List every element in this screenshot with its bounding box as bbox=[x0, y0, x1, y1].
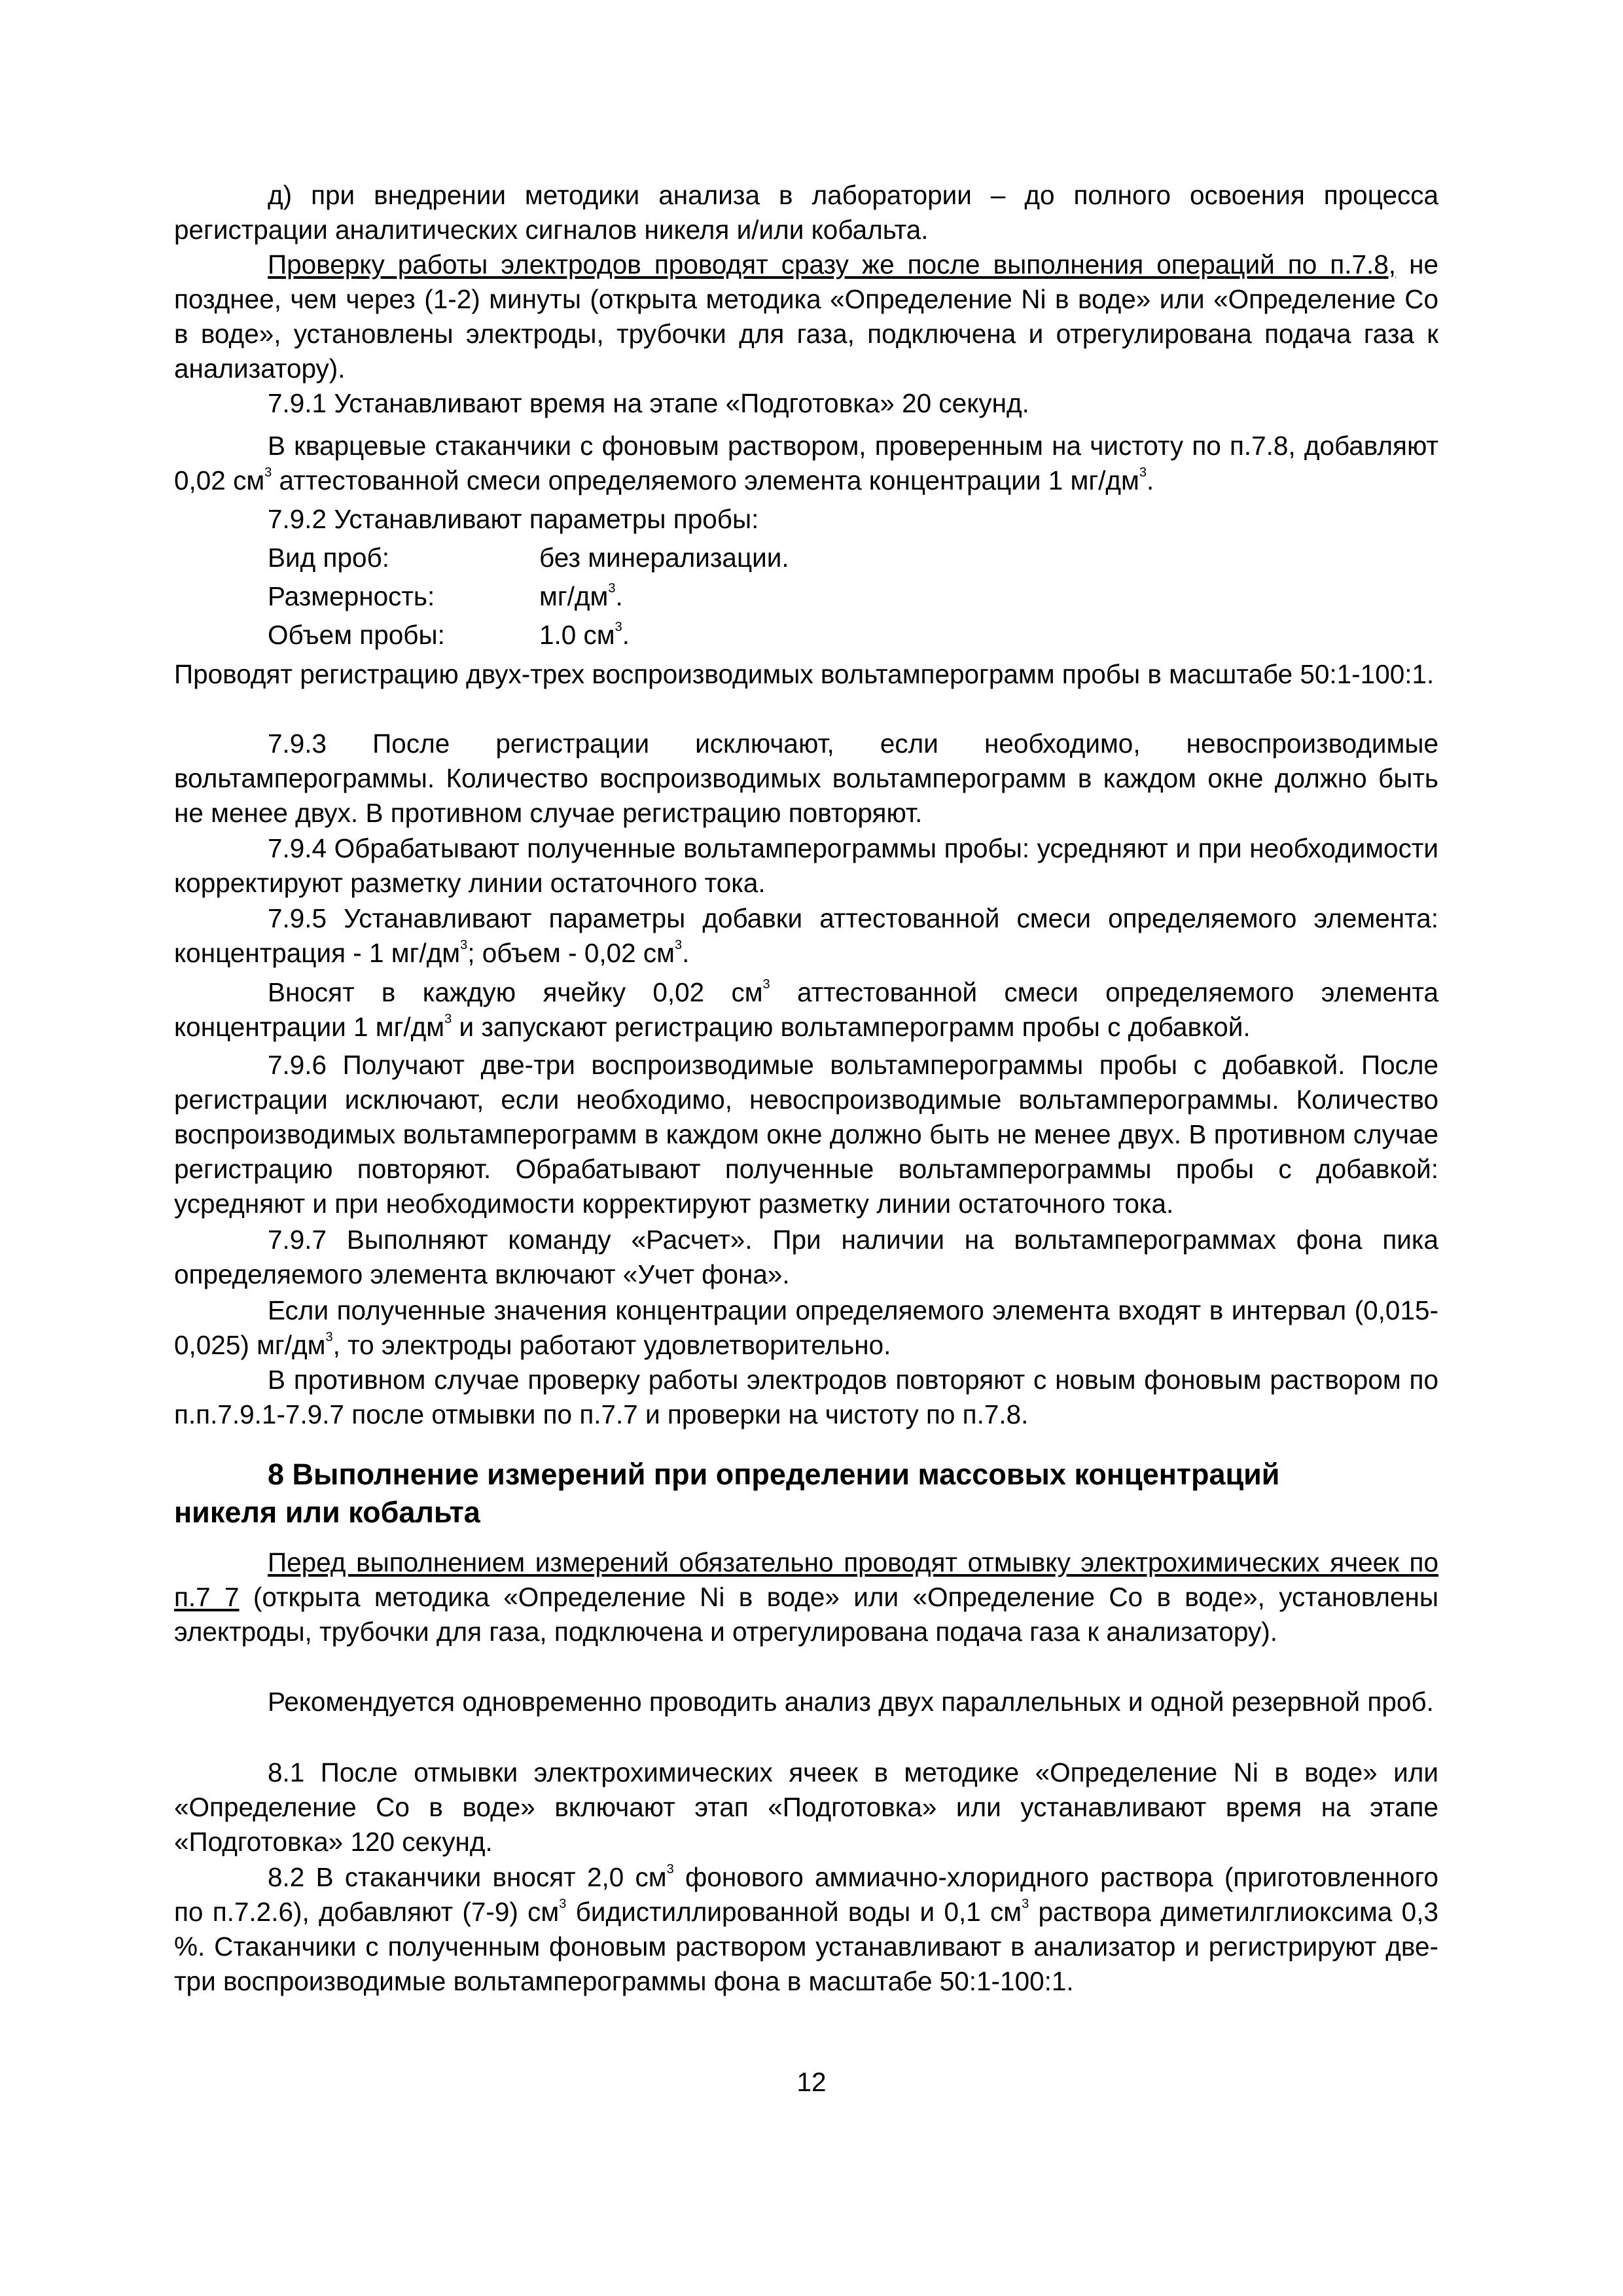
paragraph-7-9-5: 7.9.5 Устанавливают параметры добавки аттестованной смеси определяемого элемента: концентрация - 1 $мг/дм^3$; объем - 0,02 $см^3$. bbox=[174, 903, 1438, 968]
paragraph-7-9-4: 7.9.4 Обрабатывают полученные вольтамперограммы пробы: усредняют и при необходимости корректируют разметку линии остаточного тока. bbox=[174, 833, 1438, 898]
section-heading-line2: никеля или кобальта bbox=[174, 1496, 480, 1529]
param-value: без минерализации. bbox=[539, 543, 789, 573]
paragraph-concentration-interval: Если полученные значения концентрации определяемого элемента входят в интервал (0,015-0,025) $мг/дм^3$, то электроды работают удовлетворительно. bbox=[174, 1295, 1438, 1360]
superscript: 3 bbox=[444, 1012, 452, 1026]
paragraph-before-measurements: Перед выполнением измерений обязательно проводят отмывку электрохимических ячеек по п.7 7 (открыта методика «Определение Ni в воде» или «Определение Co в воде», установлены электроды, трубочки для газа, подключена и отрегулирована подача газа к анализатору). bbox=[174, 1547, 1438, 1647]
paragraph-7-9-3: 7.9.3 После регистрации исключают, если необходимо, невоспроизводимые вольтамперограммы. Количество воспроизводимых вольтамперограмм в каждом окне должно быть не менее двух. В противном случае регистрацию повторяют. bbox=[174, 728, 1438, 828]
param-value: 1.0 $см^3$. bbox=[539, 620, 630, 650]
paragraph-registration: Проводят регистрацию двух-трех воспроизводимых вольтамперограмм пробы в масштабе 50:1-100:1. bbox=[174, 659, 1435, 689]
superscript: 3 bbox=[460, 938, 468, 952]
superscript: 3 bbox=[264, 465, 272, 480]
underlined-text: Перед выполнением измерений обязательно проводят отмывку электрохимических ячеек по п.7 7 bbox=[174, 1547, 1438, 1612]
paragraph-add-mixture: Вносят в каждую ячейку 0,02 $см^3$ аттестованной смеси определяемого элемента концентрации 1 $мг/дм^3$ и запускают регистрацию вольтамперограмм пробы с добавкой. bbox=[174, 977, 1438, 1042]
superscript: 3 bbox=[325, 1330, 333, 1344]
paragraph-d: д) при внедрении методики анализа в лаборатории – до полного освоения процесса регистрации аналитических сигналов никеля и/или кобальта. bbox=[174, 180, 1438, 245]
superscript: 3 bbox=[1139, 465, 1147, 480]
param-value: $мг/дм^3$. bbox=[539, 581, 623, 611]
paragraph-electrode-check: Проверку работы электродов проводят сразу же после выполнения операций по п.7.8, не позднее, чем через (1-2) минуты (открыта методика «Определение Ni в воде» или «Определение Co в воде», установлены электроды, трубочки для газа, подключена и отрегулирована подача газа к анализатору). bbox=[174, 249, 1438, 384]
section-heading: 8 Выполнение измерений при определении массовых концентраций bbox=[268, 1458, 1280, 1491]
superscript: 3 bbox=[608, 581, 616, 596]
paragraph-7-9-7: 7.9.7 Выполняют команду «Расчет». При наличии на вольтамперограммах фона пика определяемого элемента включают «Учет фона». bbox=[174, 1225, 1438, 1289]
superscript: 3 bbox=[675, 938, 683, 952]
param-label: Объем пробы: bbox=[268, 620, 445, 650]
param-label: Вид проб: bbox=[268, 543, 389, 573]
paragraph-8-1: 8.1 После отмывки электрохимических ячеек в методике «Определение Ni в воде» или «Определение Co в воде» включают этап «Подготовка» или устанавливают время на этапе «Подготовка» 120 секунд. bbox=[174, 1757, 1438, 1857]
paragraph-7-9-1: 7.9.1 Устанавливают время на этапе «Подготовка» 20 секунд. bbox=[268, 388, 1029, 418]
paragraph-7-9-6: 7.9.6 Получают две-три воспроизводимые вольтамперограммы пробы с добавкой. После регистрации исключают, если необходимо, невоспроизводимые вольтамперограммы. Количество воспроизводимых вольтамперограмм в каждом окне должно быть не менее двух. В противном случае регистрацию повторяют. Обрабатывают полученные вольтамперограммы пробы с добавкой: усредняют и при необходимости корректируют разметку линии остаточного тока. bbox=[174, 1050, 1438, 1219]
paragraph-recommendation: Рекомендуется одновременно проводить анализ двух параллельных и одной резервной проб. bbox=[268, 1687, 1434, 1717]
superscript: 3 bbox=[666, 1862, 674, 1876]
paragraph-7-9-2: 7.9.2 Устанавливают параметры пробы: bbox=[268, 504, 759, 534]
paragraph-quartz-cups: В кварцевые стаканчики с фоновым раствором, проверенным на чистоту по п.7.8, добавляют 0,02 $см^3$ аттестованной смеси определяемого элемента концентрации 1 $мг/дм^3$. bbox=[174, 431, 1438, 495]
superscript: 3 bbox=[559, 1897, 567, 1911]
underlined-text: Проверку работы электродов проводят сразу же после выполнения операций по п.7.8, bbox=[268, 249, 1397, 279]
paragraph-repeat-check: В противном случае проверку работы электродов повторяют с новым фоновым раствором по п.п.7.9.1-7.9.7 после отмывки по п.7.7 и проверки на чистоту по п.7.8. bbox=[174, 1365, 1438, 1429]
superscript: 3 bbox=[1022, 1897, 1029, 1911]
page-number: 12 bbox=[796, 2067, 827, 2097]
paragraph-8-2: 8.2 В стаканчики вносят 2,0 $см^3$ фонового аммиачно-хлоридного раствора (приготовленного по п.7.2.6), добавляют (7-9) $см^3$ бидистиллированной воды и 0,1 $см^3$ раствора диметилглиоксима 0,3 %. Стаканчики с полученным фоновым раствором устанавливают в анализатор и регистрируют две-три воспроизводимые вольтамперограммы фона в масштабе 50:1-100:1. bbox=[174, 1862, 1438, 1996]
superscript: 3 bbox=[615, 620, 622, 634]
param-label: Размерность: bbox=[268, 581, 435, 611]
superscript: 3 bbox=[762, 977, 770, 992]
